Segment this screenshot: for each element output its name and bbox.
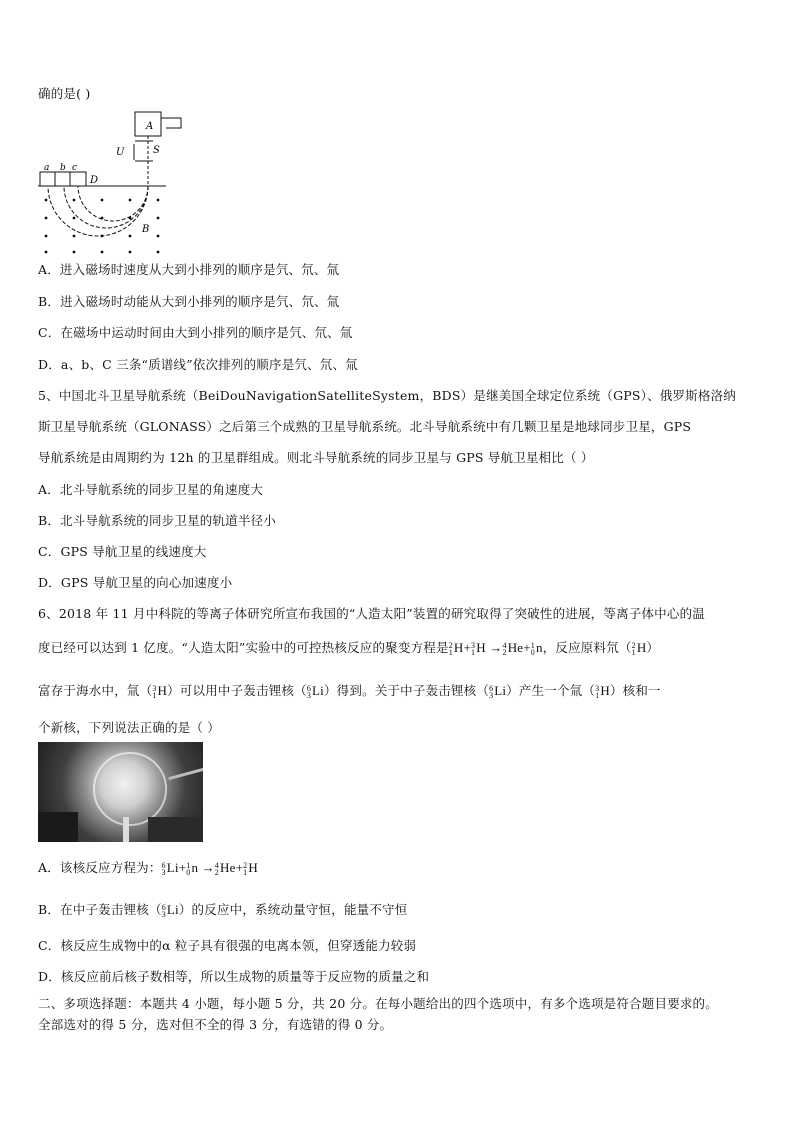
q4-option-a: A．进入磁场时速度从大到小排列的顺序是氕、氘、氚 xyxy=(38,262,340,277)
q5-option-a: A．北斗导航系统的同步卫星的角速度大 xyxy=(38,482,264,497)
fusion-equation: 2 1 H+ 3 1 H → 4 2 He+ 1 0 n xyxy=(448,640,543,658)
q4-option-c: C．在磁场中运动时间由大到小排列的顺序是氕、氘、氚 xyxy=(38,325,353,340)
label-c: c xyxy=(72,163,78,173)
label-B: B xyxy=(142,224,150,235)
label-a: a xyxy=(44,163,50,173)
q6-option-a: A．该核反应方程为： 6 3 Li+ 1 0 n → 4 2 He+ 2 1 H xyxy=(38,860,258,878)
q5-stem-line1: 5、中国北斗卫星导航系统（BeiDouNavigationSatelliteSystem，BDS）是继美国全球定位系统（GPS）、俄罗斯格洛纳 xyxy=(38,388,736,403)
q4-option-b: B．进入磁场时动能从大到小排列的顺序是氕、氘、氚 xyxy=(38,294,340,309)
q6-option-d: D．核反应前后核子数相等，所以生成物的质量等于反应物的质量之和 xyxy=(38,969,430,984)
q5-option-d: D．GPS 导航卫星的向心加速度小 xyxy=(38,575,233,590)
lithium-reaction-equation: 6 3 Li+ 1 0 n → 4 2 He+ 2 1 H xyxy=(161,860,258,878)
label-U: U xyxy=(116,147,125,158)
fusion-device-photo xyxy=(38,742,203,842)
label-D: D xyxy=(90,175,99,186)
q6-stem-line2: 度已经可以达到 1 亿度。“人造太阳”实验中的可控热核反应的聚变方程是 2 1 H+ 3 1 H → 4 2 He+ 1 0 n，反应原料氘（ 2 1 H） xyxy=(38,640,660,658)
q6-option-b: B．在中子轰击锂核（ 6 3 Li）的反应中，系统动量守恒，能量不守恒 xyxy=(38,902,408,920)
q5-stem-line3: 导航系统是由周期约为 12h 的卫星群组成。则北斗导航系统的同步卫星与 GPS 导航卫星相比（ ） xyxy=(38,450,594,465)
q4-option-d: D．a、b、C 三条“质谱线”依次排列的顺序是氕、氘、氚 xyxy=(38,357,358,372)
section2-instructions-line2: 全部选对的得 5 分，选对但不全的得 3 分，有选错的得 0 分。 xyxy=(38,1017,393,1032)
mass-spectrometer-diagram xyxy=(38,108,188,258)
q6-stem-line1: 6、2018 年 11 月中科院的等离子体研究所宣布我国的“人造太阳”装置的研究取得了突破性的进展，等离子体中心的温 xyxy=(38,606,705,621)
label-S: S xyxy=(153,145,160,156)
q6-stem-line4: 个新核，下列说法正确的是（ ） xyxy=(38,720,220,735)
section2-instructions-line1: 二、多项选择题：本题共 4 小题，每小题 5 分，共 20 分。在每小题给出的四个选项中，有多个选项是符合题目要求的。 xyxy=(38,996,718,1011)
q5-stem-line2: 斯卫星导航系统（GLONASS）之后第三个成熟的卫星导航系统。北斗导航系统中有几颗卫星是地球同步卫星，GPS xyxy=(38,419,692,434)
label-A: A xyxy=(146,121,154,132)
label-b: b xyxy=(60,163,66,173)
q6-stem-line3: 富存于海水中，氚（ 3 1 H）可以用中子轰击锂核（ 6 3 Li）得到。关于中子轰击锂核（ 6 3 Li）产生一个氚（ 3 1 H）核和一 xyxy=(38,683,661,701)
q5-option-c: C．GPS 导航卫星的线速度大 xyxy=(38,544,207,559)
q4-stem-tail: 确的是( ) xyxy=(38,86,91,101)
q6-option-c: C．核反应生成物中的α 粒子具有很强的电离本领，但穿透能力较弱 xyxy=(38,938,417,953)
photo-plate xyxy=(40,172,86,186)
q5-option-b: B．北斗导航系统的同步卫星的轨道半径小 xyxy=(38,513,276,528)
